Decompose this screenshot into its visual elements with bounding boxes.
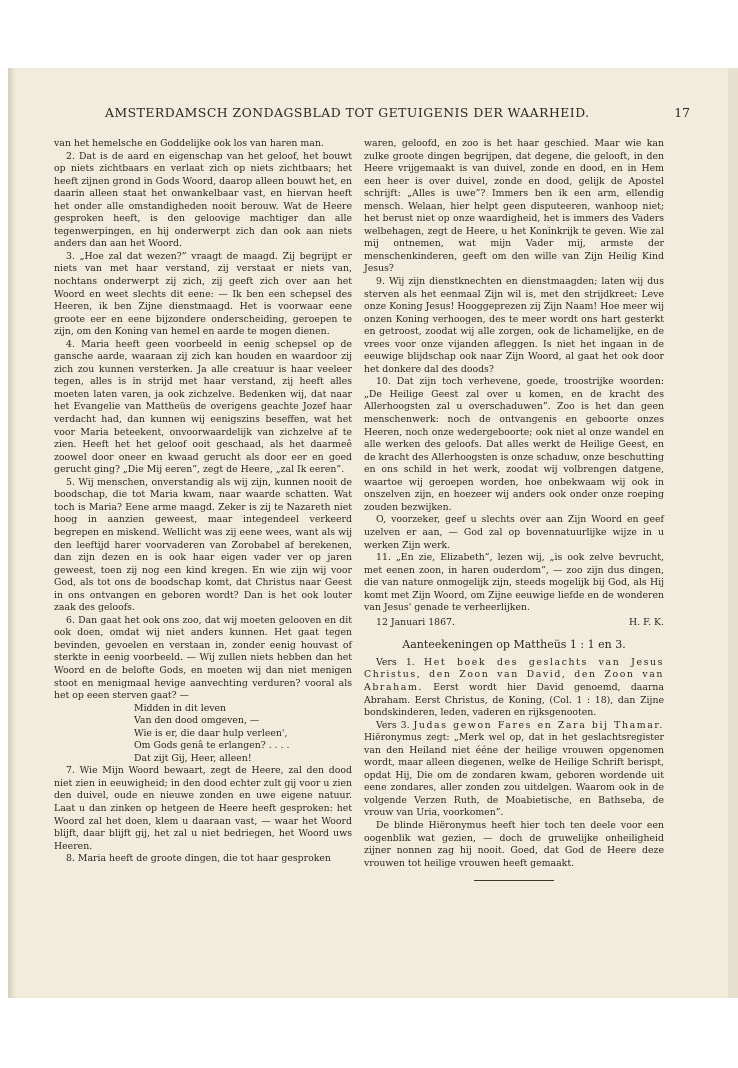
paragraph: 3. „Hoe zal dat wezen?” vraagt de maagd. Zij begrijpt er niets van met haar verstand, zij verstaat er niets van, nochtans onderwerpt zij zich, zij geeft zich over aan het Woord en weet slechts dit eene: — Ik ben een schepsel des Heeren, ik ben Zijne dienstmaagd. Het is voorwaar eene groote eer en eene bijzondere onderscheiding, geroepen te zijn, om den Koning van hemel en aarde te mogen dienen. <box>54 250 352 338</box>
note-paragraph <box>364 657 664 720</box>
paragraph: 2. Dat is de aard en eigenschap van het geloof, het bouwt op niets zichtbaars en verlaat zich op niets zichtbaars; het heeft zijnen grond in Gods Woord, daarop alleen bouwt het, en daarin alleen staat het onwankelbaar vast, en hiervan heeft het onder alle omstandigheden nooit berouw. Wat de Heere gesproken heeft, is den geloovige machtiger dan alle tegenwerpingen, en hij onderwerpt zich dan ook aan niets anders dan aan het Woord. <box>54 150 352 250</box>
poem-line: Om Gods genâ te erlangen? . . . . <box>134 740 290 752</box>
paragraph: 7. Wie Mijn Woord bewaart, zegt de Heere, zal den dood niet zien in eeuwigheid; in den dood echter zult gij voor u zien den duivel, oude en nieuwe zonden en uwe eigene natuur. Laat u dan zinken op hetgeen de Heere heeft gesproken: het Woord zal het doen, klem u daaraan vast, — waar het Woord blijft, daar blijft gij, het zal u niet bedriegen, het Woord uws Heeren. <box>54 765 352 852</box>
left-column <box>54 138 352 866</box>
signature-line <box>364 617 664 630</box>
paragraph: 11. „En zie, Elizabeth”, lezen wij, „is ook zelve bevrucht, met eenen zoon, in haren ouderdom”, — zoo zijn dus dingen, die van nature onmogelijk zijn, steeds mogelijk bij God, als Hij komt met Zijn Woord, om Zijne eeuwige liefde en de wonderen van Jesus' genade te verheerlijken. <box>364 552 664 614</box>
page-number: 17 <box>674 105 690 120</box>
signature-date: 12 Januari 1867. <box>376 616 455 628</box>
paragraph: waren, geloofd, en zoo is het haar geschied. Maar wie kan zulke groote dingen begrijpen, dat degene, die gelooft, in den Heere vrijgemaakt is van duivel, zonde en dood, en in Hem een heer is over duivel, zonde en dood, gelijk de Apostel schrijft: „Alles is uwe”? Immers ben ik een arm, ellendig mensch. Welaan, hier helpt geen disputeeren, wanhoop niet; het berust niet op onze waardigheid, het is immers des Vaders welbehagen, zegt de Heere, u het Koninkrijk te geven. Wie zal mij ontnemen, wat mijn Vader mij, armste der menschenkinderen, geeft om den wille van Zijn Heilig Kind Jesus? <box>364 138 664 275</box>
note-verse: Het boek des geslachts van Jesus Christus, den Zoon van David, den Zoon van Abraham. <box>364 656 664 693</box>
paragraph: O, voorzeker, geef u slechts over aan Zijn Woord en geef uzelven er aan, — God zal op bovennatuurlijke wijze in u werken Zijn werk. <box>364 514 664 551</box>
paragraph: De blinde Hiëronymus heeft hier toch ten deele voor een oogenblik wat gezien, — doch de gruwelijke onheiligheid zijner nonnen zag hij nooit. Goed, dat God de Heere deze vrouwen tot heilige vrouwen heeft gemaakt. <box>364 819 664 869</box>
paragraph: 5. Wij menschen, onverstandig als wij zijn, kunnen nooit de boodschap, die tot Maria kwam, naar waarde schatten. Wat toch is Maria? Eene arme maagd. Zeker is zij te Nazareth niet hoog in aanzien geweest, maar integendeel verkeerd begrepen en miskend. Wellicht was zij eene wees, want als wij den leeftijd harer voorvaderen van Zorobabel af berekenen, dan zijn dezen en is ook haar eigen vader ver op jaren geweest, toen zij nog een kind kregen. En wie zijn wij voor God, als tot ons de boodschap komt, dat Christus naar Geest in ons ontvangen en geboren wordt? Dan is het ook louter zaak des geloofs. <box>54 476 352 614</box>
newspaper-title: AMSTERDAMSCH ZONDAGSBLAD TOT GETUIGENIS DER WAARHEID. <box>105 105 590 120</box>
paragraph: 10. Dat zijn toch verhevene, goede, troostrijke woorden: „De Heilige Geest zal over u komen, en de kracht des Allerhoogsten zal u overschaduwen”. Zoo is het dan geen menschenwerk: noch de ontvangenis en geboorte onzes Heeren, noch onze wedergeboorte; ook niet al onze wandel en alle werken des geloofs. Dat alles werkt de Heilige Geest, en de kracht des Allerhoogsten is onze schaduw, onze beschutting en ons schild in het werk, zoodat wij volbrengen datgene, waartoe wij geroepen worden, hoe onbekwaam wij ook in onszelven zijn, en hoezeer wij anders ook onder onze roeping zouden bezwijken. <box>364 376 664 513</box>
poem-line: Wie is er, die daar hulp verleen', <box>134 727 288 739</box>
running-header <box>105 105 690 121</box>
paragraph: 9. Wij zijn dienstknechten en dienstmaagden; laten wij dus sterven als het eenmaal Zijn wil is, met den strijdkreet: Leve onze Koning Jesus! Hooggeprezen zij Zijn Naam! Hoe meer wij onzen Koning verhoogen, des te meer wordt ons hart gesterkt en getroost, zoodat wij alle zorgen, ook de lichamelijke, en de vrees voor onze vijanden afleggen. Is niet het ingaan in de eeuwige blijdschap ook naar Zijn Woord, al gaat het ook door het donkere dal des doods? <box>364 276 664 375</box>
note-verse: Judas gewon Fares en Zara bij Thamar. <box>413 719 664 731</box>
note-lead: Vers 1. <box>376 656 415 668</box>
note-text: Hiëronymus zegt: „Merk wel op, dat in het geslachtsregister van den Heiland niet ééne der heilige vrouwen opgenomen wordt, maar alleen diegenen, welke de Heilige Schrift berispt, opdat Hij, Die om de zondaren kwam, geboren wordende uit eene zondares, aller zonden zou uitdelgen. Waarom ook in de volgende Verzen Ruth, de Moabietische, en Bathseba, de vrouw van Uria, voorkomen”. <box>364 732 664 819</box>
signature-initials: H. F. K. <box>628 616 664 628</box>
poem-line: Dat zijt Gij, Heer, alleen! <box>134 752 252 764</box>
note-lead: Vers 3. <box>376 719 410 731</box>
poem <box>54 703 352 766</box>
paragraph: van het hemelsche en Goddelijke ook los van haren man. <box>54 138 324 149</box>
poem-line: Van den dood omgeven, — <box>134 715 260 727</box>
page-edge <box>728 68 738 998</box>
section-divider <box>474 880 554 881</box>
note-paragraph <box>364 720 664 820</box>
paragraph: 4. Maria heeft geen voorbeeld in eenig schepsel op de gansche aarde, waaraan zij zich kan houden en waardoor zij zich zou kunnen versterken. Ja alle creatuur is haar veeleer tegen, alles is in strijd met haar verstand, zij heeft alles moeten laten varen, ja ook zichzelve. Bedenken wij, dat naar het Evangelie van Mattheüs de overigens geachte Jozef haar verdacht had, dan kunnen wij eenigszins beseffen, wat het voor Maria beteekent, onvoorwaardelijk van zichzelve af te zien. Heeft het het geloof ooit geschaad, als het daarmeê zoowel door oneer en kwaad gerucht als door eer en goed gerucht ging? „Die Mij eeren”, zegt de Heere, „zal Ik eeren”. <box>54 338 352 476</box>
paragraph: 6. Dan gaat het ook ons zoo, dat wij moeten gelooven en dit ook doen, omdat wij niet anders kunnen. Het gaat tegen bevinden, gevoelen en verstaan in, zonder eenig houvast of sterkte in eenig voorbeeld. — Wij zullen niets hebben dan het Woord en de belofte Gods, en moeten wij dan niet menigen stoot en menigmaal hevige aanvechting verduren? vooral als het op eeen sterven gaat? — <box>54 614 352 702</box>
right-column <box>364 138 664 881</box>
poem-line: Midden in dit leven <box>134 702 227 714</box>
paragraph: 8. Maria heeft de groote dingen, die tot haar gesproken <box>66 853 331 865</box>
section-title: Aanteekeningen op Mattheüs 1 : 1 en 3. <box>402 638 626 652</box>
note-text: Eerst wordt hier David genoemd, daarna Abraham. Eerst Christus, de Koning, (Col. 1 : 18), dan Zijne bondskinderen, leden, vaderen en rijksgenooten. <box>364 681 664 719</box>
